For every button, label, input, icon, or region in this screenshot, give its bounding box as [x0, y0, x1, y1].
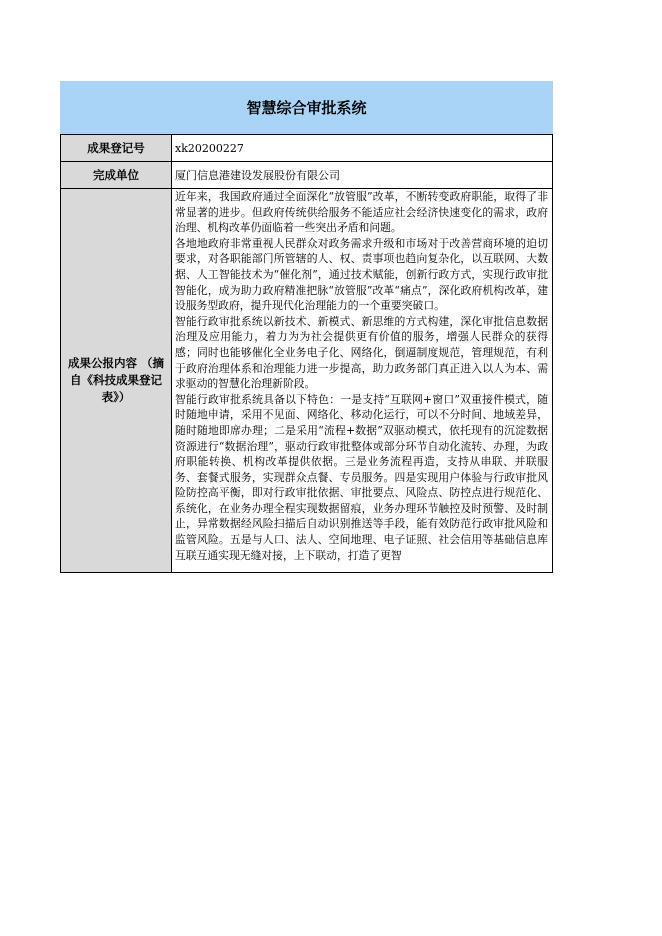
table-row-reg-no	[61, 135, 553, 162]
content-text	[175, 189, 548, 572]
content-cell[interactable]	[172, 189, 553, 573]
table-row-unit	[61, 162, 553, 189]
reg-no-label[interactable]: 成果登记号	[61, 135, 172, 162]
info-table	[60, 134, 553, 573]
content-paragraph: 近年来，我国政府通过全面深化“放管服”改革，不断转变政府职能，取得了非常显著的进步。但政府传统供给服务不能适应社会经济快速变化的需求，政府治理、机构改革仍面临着一些突出矛盾和问题。	[175, 190, 548, 235]
content-label[interactable]: 成果公报内容 （摘自《科技成果登记表》）	[61, 189, 172, 573]
unit-label[interactable]: 完成单位	[61, 162, 172, 189]
sheet-title: 智慧综合审批系统	[60, 81, 553, 134]
content-paragraph: 智能行政审批系统以新技术、新模式、新思维的方式构建，深化审批信息数据治理及应用能力，着力为为社会提供更有价值的服务，增强人民群众的获得感；同时也能够催化全业务电子化、网络化，倒逼制度规范，管理规范，有利于政府治理体系和治理能力进一步提高，助力政务部门真正进入以人为本、需求驱动的智慧化治理新阶段。	[175, 314, 548, 391]
content-paragraph: 智能行政审批系统具备以下特色：一是支持“互联网+窗口”双重接件模式，随时随地申请，采用不见面、网络化、移动化运行，可以不分时间、地域差异，随时随地即席办理；二是采用“流程+数据”双驱动模式，依托现有的沉淀数据资源进行“数据治理”，驱动行政审批整体或部分环节自动化流转、办理，为政府职能转换、机构改革提供依据。三是业务流程再造，支持从串联、并联服务、套餐式服务，实现群众点餐、专员服务。四是实现用户体验与行政审批风险防控高平衡，即对行政审批依据、审批要点、风险点、防控点进行规范化、系统化，在业务办理全程实现数据留痕，业务办理环节触控及时预警、及时制止，异常数据经风险扫描后自动识别推送等手段，能有效防范行政审批风险和监管风险。五是与人口、法人、空间地理、电子证照、社会信用等基础信息库互联互通实现无缝对接，上下联动，打造了更智	[175, 392, 548, 562]
content-paragraph: 各地地政府非常重视人民群众对政务需求升级和市场对于改善营商环境的迫切要求，对各职能部门所管辖的人、权、责事项也趋向复杂化，以互联网、大数据、人工智能技术为“催化剂”，通过技术赋能，创新行政方式，实现行政审批智能化，成为助力政府精准把脉“放管服”改革“痛点”，深化政府机构改革，建设服务型政府，提升现代化治理能力的一个重要突破口。	[175, 236, 548, 313]
reg-no-value[interactable]: xk20200227	[172, 135, 553, 162]
spreadsheet-sheet	[60, 81, 553, 573]
table-row-content	[61, 189, 553, 573]
unit-value[interactable]: 厦门信息港建设发展股份有限公司	[172, 162, 553, 189]
